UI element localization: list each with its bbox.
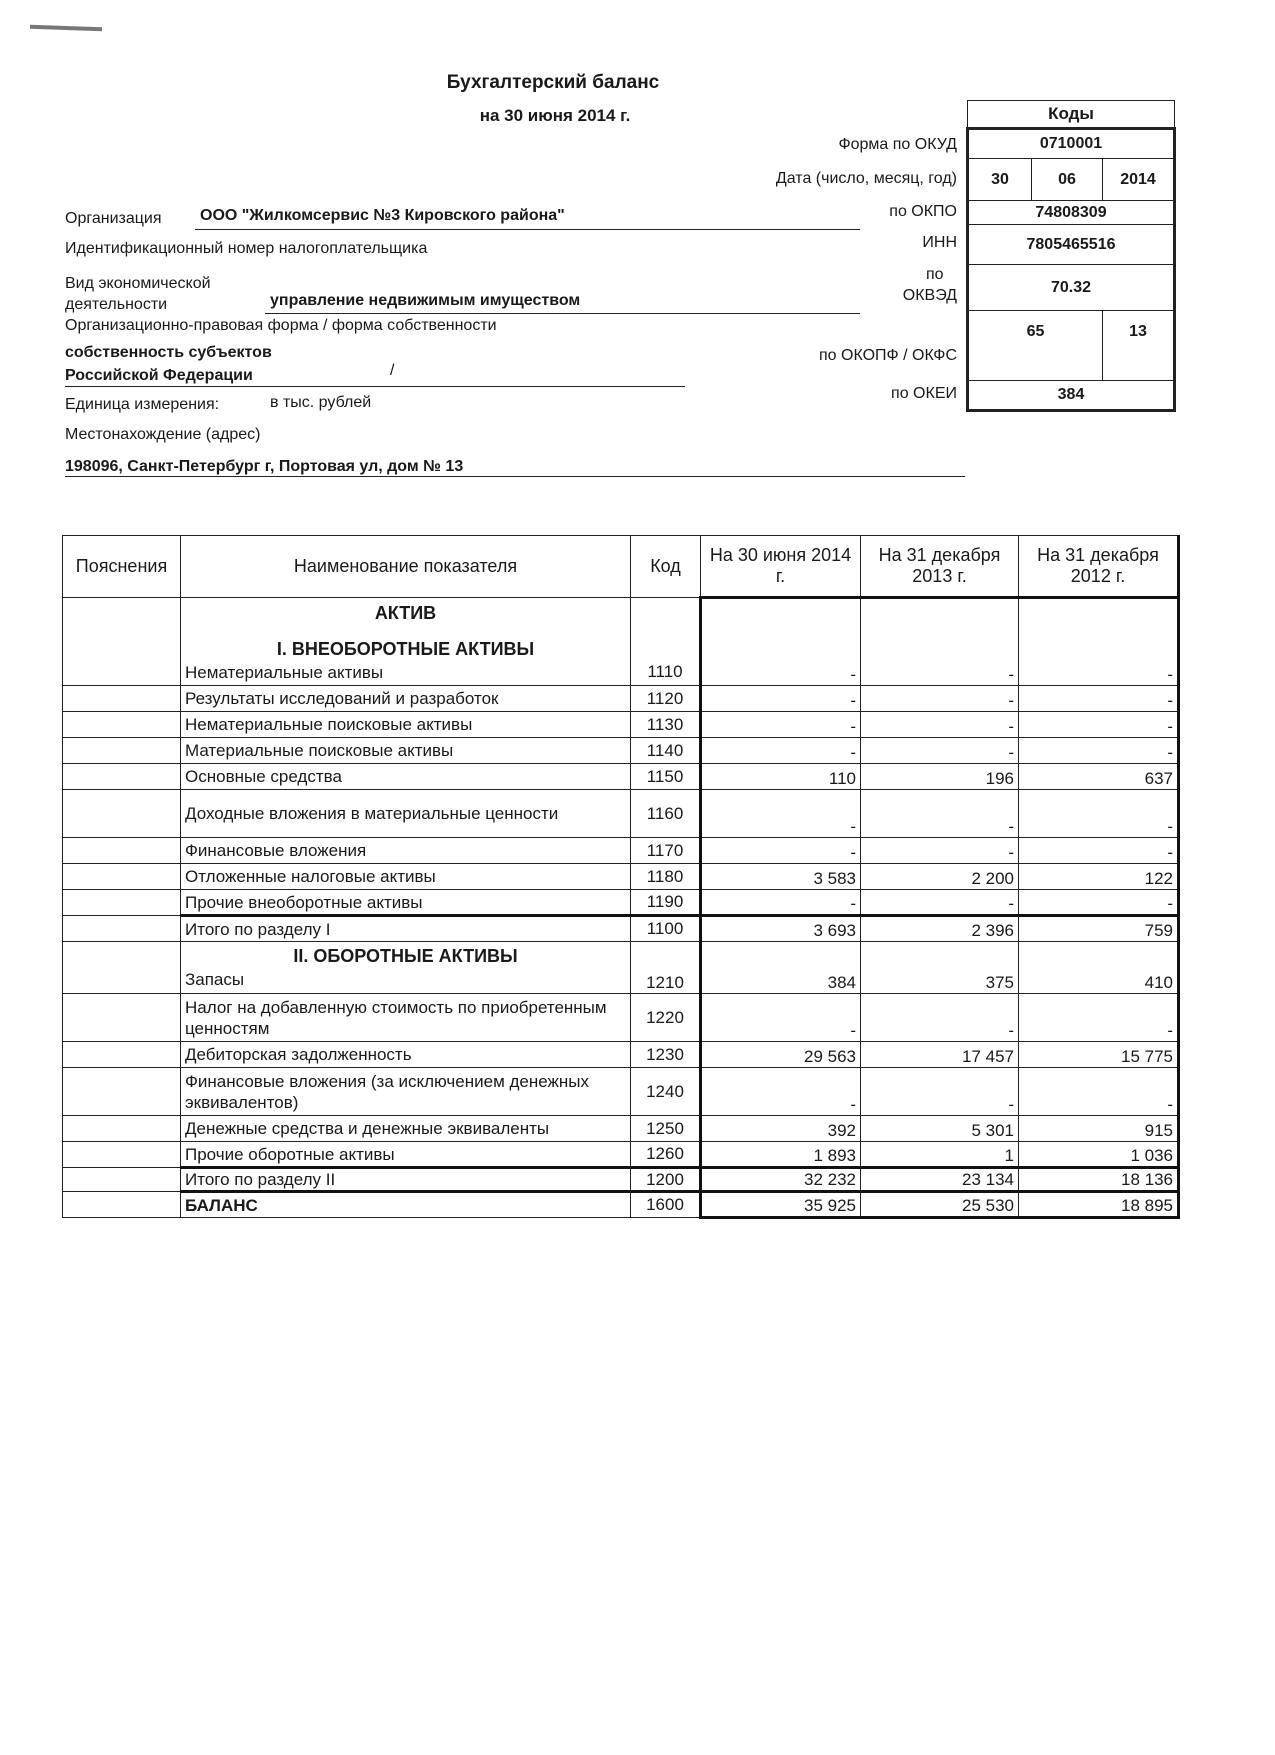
row-code: 1110 bbox=[631, 660, 701, 686]
row-value-2012: 410 bbox=[1019, 942, 1179, 994]
okei-code: 384 bbox=[968, 381, 1175, 411]
row-value-2014: - bbox=[701, 738, 861, 764]
row-value-2013: - bbox=[861, 790, 1019, 838]
inn-long-label: Идентификационный номер налогоплательщика bbox=[65, 240, 428, 257]
row-name: Нематериальные поисковые активы bbox=[181, 712, 631, 738]
row-code: 1140 bbox=[631, 738, 701, 764]
inn-label: ИНН bbox=[922, 234, 957, 251]
row-code: 1210 bbox=[631, 942, 701, 994]
row-value-2013: 25 530 bbox=[861, 1192, 1019, 1218]
okei-label: по ОКЕИ bbox=[891, 385, 957, 402]
row-value-2012: - bbox=[1019, 790, 1179, 838]
org-name: ООО "Жилкомсервис №3 Кировского района" bbox=[200, 207, 565, 224]
row-name: БАЛАНС bbox=[181, 1192, 631, 1218]
activity-value: управление недвижимым имуществом bbox=[270, 292, 581, 309]
okved-code: 70.32 bbox=[968, 265, 1175, 311]
table-row-total bbox=[63, 1168, 1179, 1192]
date-year: 2014 bbox=[1103, 159, 1175, 201]
row-value-2012: 759 bbox=[1019, 916, 1179, 942]
date-month: 06 bbox=[1032, 159, 1103, 201]
row-code: 1130 bbox=[631, 712, 701, 738]
okud-code: 0710001 bbox=[968, 129, 1175, 159]
row-code: 1200 bbox=[631, 1168, 701, 1192]
activity-underline bbox=[265, 313, 860, 314]
row-name: Запасы bbox=[185, 969, 245, 989]
row-name: Денежные средства и денежные эквиваленты bbox=[181, 1116, 631, 1142]
okpo-label: по ОКПО bbox=[889, 203, 957, 220]
row-value-2012: 915 bbox=[1019, 1116, 1179, 1142]
date-label: Дата (число, месяц, год) bbox=[775, 170, 957, 187]
okpo-code: 74808309 bbox=[968, 201, 1175, 225]
row-value-2013: 2 200 bbox=[861, 864, 1019, 890]
okfs-code: 13 bbox=[1103, 311, 1175, 381]
section-2-heading: II. ОБОРОТНЫЕ АКТИВЫ bbox=[293, 945, 518, 966]
table-header-row bbox=[63, 536, 1179, 598]
row-value-2012: - bbox=[1019, 712, 1179, 738]
row-value-2012: 15 775 bbox=[1019, 1042, 1179, 1068]
row-value-2012: - bbox=[1019, 686, 1179, 712]
codes-table bbox=[966, 100, 1176, 412]
org-underline bbox=[195, 229, 860, 230]
row-value-2013: 17 457 bbox=[861, 1042, 1019, 1068]
ownership-1: собственность субъектов bbox=[65, 344, 272, 361]
row-code: 1260 bbox=[631, 1142, 701, 1168]
row-value-2012: - bbox=[1019, 994, 1179, 1042]
row-value-2014: 35 925 bbox=[701, 1192, 861, 1218]
row-value-2013: - bbox=[861, 712, 1019, 738]
activity-label-2: деятельности bbox=[65, 296, 168, 313]
row-code: 1190 bbox=[631, 890, 701, 916]
row-value-2014: 3 583 bbox=[701, 864, 861, 890]
row-value-2012: 18 136 bbox=[1019, 1168, 1179, 1192]
inn-code: 7805465516 bbox=[968, 225, 1175, 265]
row-name: Результаты исследований и разработок bbox=[181, 686, 631, 712]
okud-label: Форма по ОКУД bbox=[838, 136, 957, 153]
activity-label-1: Вид экономической bbox=[65, 275, 211, 292]
row-value-2012: 637 bbox=[1019, 764, 1179, 790]
col-2013: На 31 декабря 2013 г. bbox=[861, 536, 1019, 598]
ownership-2: Российской Федерации bbox=[65, 367, 253, 384]
address-value: 198096, Санкт-Петербург г, Портовая ул, дом № 13 bbox=[65, 458, 464, 475]
table-row bbox=[63, 712, 1179, 738]
table-row bbox=[63, 942, 1179, 994]
section-1-heading: I. ВНЕОБОРОТНЫЕ АКТИВЫ bbox=[181, 630, 631, 660]
row-name: Итого по разделу II bbox=[181, 1168, 631, 1192]
table-row bbox=[63, 1142, 1179, 1168]
row-value-2013: 1 bbox=[861, 1142, 1019, 1168]
row-name: Отложенные налоговые активы bbox=[181, 864, 631, 890]
row-value-2014: 1 893 bbox=[701, 1142, 861, 1168]
row-value-2013: 2 396 bbox=[861, 916, 1019, 942]
row-value-2014: - bbox=[701, 686, 861, 712]
row-code: 1180 bbox=[631, 864, 701, 890]
row-value-2013: - bbox=[861, 738, 1019, 764]
row-name: Прочие оборотные активы bbox=[181, 1142, 631, 1168]
row-value-2014: - bbox=[701, 790, 861, 838]
table-row bbox=[63, 994, 1179, 1042]
row-value-2014: 32 232 bbox=[701, 1168, 861, 1192]
row-value-2014: - bbox=[701, 890, 861, 916]
table-row bbox=[63, 790, 1179, 838]
org-label: Организация bbox=[65, 210, 162, 227]
table-row-total bbox=[63, 916, 1179, 942]
ownership-underline bbox=[65, 386, 685, 387]
codes-header: Коды bbox=[968, 101, 1175, 129]
row-name: Материальные поисковые активы bbox=[181, 738, 631, 764]
row-name: Финансовые вложения (за исключением денежных эквивалентов) bbox=[181, 1068, 631, 1116]
row-name: Итого по разделу I bbox=[181, 916, 631, 942]
row-code: 1170 bbox=[631, 838, 701, 864]
row-value-2013: 23 134 bbox=[861, 1168, 1019, 1192]
row-value-2014: 110 bbox=[701, 764, 861, 790]
row-value-2013: 5 301 bbox=[861, 1116, 1019, 1142]
row-value-2012: 1 036 bbox=[1019, 1142, 1179, 1168]
row-name: Дебиторская задолженность bbox=[181, 1042, 631, 1068]
row-value-2013: - bbox=[861, 994, 1019, 1042]
unit-label: Единица измерения: bbox=[65, 396, 220, 413]
table-row bbox=[63, 738, 1179, 764]
row-value-2013: - bbox=[861, 838, 1019, 864]
row-name: Налог на добавленную стоимость по приобретенным ценностям bbox=[181, 994, 631, 1042]
address-underline bbox=[65, 476, 965, 477]
okopf-code: 65 bbox=[968, 311, 1103, 381]
col-name: Наименование показателя bbox=[181, 536, 631, 598]
row-value-2013: - bbox=[861, 660, 1019, 686]
row-value-2012: - bbox=[1019, 660, 1179, 686]
row-value-2012: - bbox=[1019, 890, 1179, 916]
col-2012: На 31 декабря 2012 г. bbox=[1019, 536, 1179, 598]
row-code: 1600 bbox=[631, 1192, 701, 1218]
table-row bbox=[63, 1042, 1179, 1068]
row-name: Нематериальные активы bbox=[181, 660, 631, 686]
row-value-2012: - bbox=[1019, 838, 1179, 864]
okved-label-2: ОКВЭД bbox=[902, 287, 957, 304]
row-value-2013: - bbox=[861, 1068, 1019, 1116]
table-row bbox=[63, 686, 1179, 712]
row-name: Доходные вложения в материальные ценности bbox=[181, 790, 631, 838]
table-row bbox=[63, 660, 1179, 686]
row-value-2014: - bbox=[701, 838, 861, 864]
row-name: Основные средства bbox=[181, 764, 631, 790]
row-value-2012: 122 bbox=[1019, 864, 1179, 890]
row-value-2014: - bbox=[701, 712, 861, 738]
date-day: 30 bbox=[968, 159, 1032, 201]
page-title: Бухгалтерский баланс bbox=[446, 72, 660, 93]
col-code: Код bbox=[631, 536, 701, 598]
row-code: 1250 bbox=[631, 1116, 701, 1142]
row-value-2014: - bbox=[701, 994, 861, 1042]
row-value-2014: - bbox=[701, 1068, 861, 1116]
row-code: 1230 bbox=[631, 1042, 701, 1068]
balance-table bbox=[62, 535, 1180, 1219]
aktiv-heading: АКТИВ bbox=[181, 598, 631, 630]
row-value-2014: 29 563 bbox=[701, 1042, 861, 1068]
table-row bbox=[63, 838, 1179, 864]
col-notes: Пояснения bbox=[63, 536, 181, 598]
row-name: Финансовые вложения bbox=[181, 838, 631, 864]
row-value-2013: - bbox=[861, 890, 1019, 916]
row-value-2014: - bbox=[701, 660, 861, 686]
okved-label-1: по bbox=[926, 266, 944, 283]
row-value-2013: - bbox=[861, 686, 1019, 712]
okopf-label: по ОКОПФ / ОКФС bbox=[819, 347, 957, 364]
table-row bbox=[63, 1116, 1179, 1142]
row-code: 1100 bbox=[631, 916, 701, 942]
unit-value: в тыс. рублей bbox=[270, 394, 372, 411]
table-row bbox=[63, 764, 1179, 790]
col-2014: На 30 июня 2014 г. bbox=[701, 536, 861, 598]
row-name: Прочие внеоборотные активы bbox=[181, 890, 631, 916]
row-value-2014: 384 bbox=[701, 942, 861, 994]
table-row bbox=[63, 864, 1179, 890]
table-row-balance bbox=[63, 1192, 1179, 1218]
row-value-2012: - bbox=[1019, 1068, 1179, 1116]
address-label: Местонахождение (адрес) bbox=[65, 426, 261, 443]
row-code: 1220 bbox=[631, 994, 701, 1042]
row-code: 1160 bbox=[631, 790, 701, 838]
legal-form-label: Организационно-правовая форма / форма собственности bbox=[65, 317, 497, 334]
ownership-slash: / bbox=[390, 362, 395, 379]
scan-mark bbox=[30, 25, 102, 32]
row-value-2012: - bbox=[1019, 738, 1179, 764]
row-value-2014: 392 bbox=[701, 1116, 861, 1142]
table-row bbox=[63, 1068, 1179, 1116]
row-value-2013: 196 bbox=[861, 764, 1019, 790]
report-date: на 30 июня 2014 г. bbox=[479, 106, 631, 125]
row-code: 1150 bbox=[631, 764, 701, 790]
row-value-2012: 18 895 bbox=[1019, 1192, 1179, 1218]
row-code: 1240 bbox=[631, 1068, 701, 1116]
table-row bbox=[63, 890, 1179, 916]
row-value-2013: 375 bbox=[861, 942, 1019, 994]
row-code: 1120 bbox=[631, 686, 701, 712]
row-value-2014: 3 693 bbox=[701, 916, 861, 942]
